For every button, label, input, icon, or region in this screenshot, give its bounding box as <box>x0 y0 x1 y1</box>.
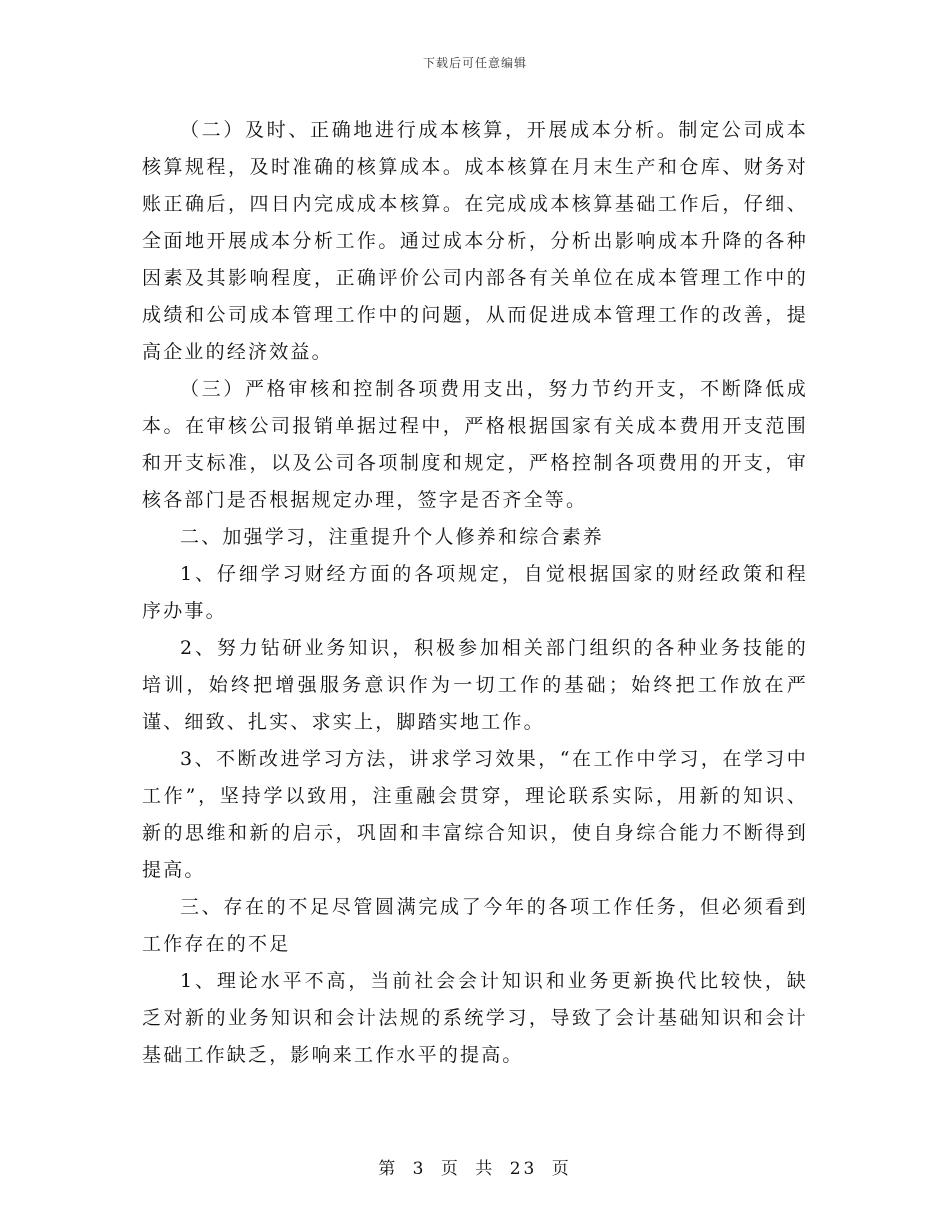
body-text <box>142 112 808 1074</box>
page-header: 下载后可任意编辑 <box>422 56 527 70</box>
paragraph: 1、理论水平不高，当前社会会计知识和业务更新换代比较快，缺乏对新的业务知识和会计法规的系统学习，导致了会计基础知识和会计基础工作缺乏，影响来工作水平的提高。 <box>142 970 808 1066</box>
page-number: 第 3 页 共 23 页 <box>378 1159 572 1179</box>
paragraph: （三）严格审核和控制各项费用支出，努力节约开支，不断降低成本。在审核公司报销单据过程中，严格根据国家有关成本费用开支范围和开支标准，以及公司各项制度和规定，严格控制各项费用的开支，审核各部门是否根据规定办理，签字是否齐全等。 <box>142 378 808 511</box>
paragraph: （二）及时、正确地进行成本核算，开展成本分析。制定公司成本核算规程，及时准确的核算成本。成本核算在月末生产和仓库、财务对账正确后，四日内完成成本核算。在完成成本核算基础工作后，仔细、全面地开展成本分析工作。通过成本分析，分析出影响成本升降的各种因素及其影响程度，正确评价公司内部各有关单位在成本管理工作中的成绩和公司成本管理工作中的问题，从而促进成本管理工作的改善，提高企业的经济效益。 <box>142 119 808 363</box>
section-heading: 二、加强学习，注重提升个人修养和综合素养 <box>180 526 605 548</box>
paragraph: 3、不断改进学习方法，讲求学习效果，“在工作中学习，在学习中工作”，坚持学以致用，注重融会贯穿，理论联系实际，用新的知识、新的思维和新的启示，巩固和丰富综合知识，使自身综合能力不断得到提高。 <box>142 748 808 881</box>
section-heading: 三、存在的不足尽管圆满完成了今年的各项工作任务，但必须看到工作存在的不足 <box>142 896 808 955</box>
paragraph: 2、努力钻研业务知识，积极参加相关部门组织的各种业务技能的培训，始终把增强服务意识作为一切工作的基础；始终把工作放在严谨、细致、扎实、求实上，脚踏实地工作。 <box>142 637 808 733</box>
paragraph: 1、仔细学习财经方面的各项规定，自觉根据国家的财经政策和程序办事。 <box>142 563 808 622</box>
